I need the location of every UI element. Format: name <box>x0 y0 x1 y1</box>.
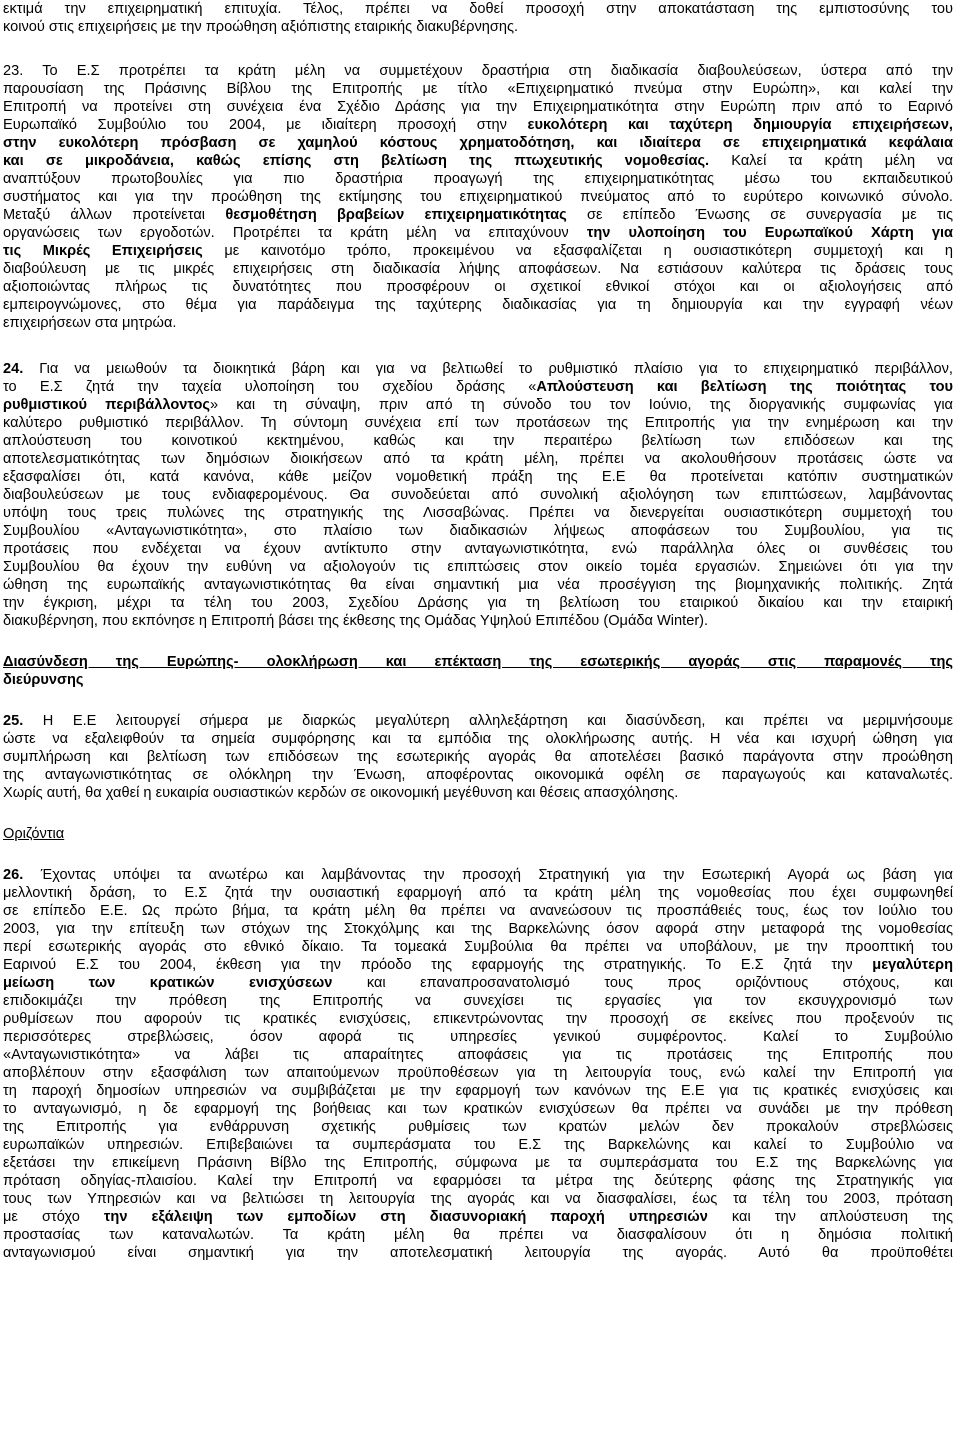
text-line <box>3 396 953 414</box>
text-segment: Καλεί τα κράτη μέλη να <box>709 153 953 169</box>
text-line <box>3 432 953 450</box>
text-line <box>3 766 953 784</box>
text-segment: διαβούλευση με τις μικρές επιχειρήσεις στη διαδικασία λήψης αποφάσεων. Να εστιάσουν καλύτερα τις δράσεις τους <box>3 261 953 277</box>
text-segment: αξιοποιώντας πλήρως τις δυνατότητες που προσφέρουν οι σχετικοί εθνικοί στόχοι και οι αξιολογήσεις από <box>3 279 953 295</box>
text-segment: και την απλούστευση της <box>707 1209 953 1225</box>
text-line <box>3 468 953 486</box>
text-segment: υπόψη τους τρεις πυλώνες της στρατηγικής της Λισσαβώνας. Πρέπει να διενεργείται ουσιαστικότερη συμμετοχή του <box>3 505 953 521</box>
text-line <box>3 188 953 206</box>
text-line <box>3 1172 953 1190</box>
text-segment: σε επίπεδο Ένωσης σε συνεργασία με τις <box>566 207 953 223</box>
text-line <box>3 206 953 224</box>
text-segment: κοινού στις επιχειρήσεις με την προώθηση αξιόπιστης εταιρικής διακυβέρνησης. <box>3 19 519 35</box>
text-line <box>3 784 953 802</box>
text-line <box>3 296 953 314</box>
text-segment: ρυθμίσεων που αφορούν τις κρατικές ενισχύσεις, επικεντρώνοντας την προσοχή σε εκείνες που προξενούν τις <box>3 1011 953 1027</box>
text-segment: παρουσίαση της Πράσινης Βίβλου της Επιτροπής με τίτλο «Επιχειρηματικό πνεύμα στην Ευρώπη», και καλεί την <box>3 81 953 97</box>
text-line <box>3 1208 953 1226</box>
text-segment: συστήματος και για την προώθηση της εκτίμησης του επιχειρηματικού πνεύματος από το ευρύτερο κοινωνικό σύνολο. <box>3 189 953 205</box>
text-line <box>3 558 953 576</box>
text-segment: και επαναπροσανατολισμό τους προς οριζόντιους στόχους, και <box>332 975 953 991</box>
text-segment: διαβουλεύσεων με τους ενδιαφερομένους. Θα συνοδεύεται από συνολική αξιολόγηση των επιπτώσεων, λαμβάνοντας <box>3 487 953 503</box>
text-segment: εκτιμά την επιχειρηματική επιτυχία. Τέλος, πρέπει να δοθεί προσοχή στην αποκατάσταση της εμπιστοσύνης του <box>3 1 953 17</box>
text-segment: Η Ε.Ε λειτουργεί σήμερα με διαρκώς μεγαλύτερη αλληλεξάρτηση και διασύνδεση, και πρέπει να μεριμνήσουμε <box>23 713 953 729</box>
text-line <box>3 450 953 468</box>
text-line <box>3 260 953 278</box>
text-segment: επιχειρήσεων στα μητρώα. <box>3 315 177 331</box>
text-segment: το Ε.Σ ζητά την ταχεία υλοποίηση του σχεδίου δράσης « <box>3 379 537 395</box>
text-line <box>3 116 953 134</box>
text-line <box>3 748 953 766</box>
text-line <box>3 152 953 170</box>
text-segment: περί εσωτερικής αγοράς στο εθνικό δίκαιο. Τα τομεακά Συμβούλια θα πρέπει να υποβάλουν, με την προοπτική του <box>3 939 953 955</box>
text-segment: αναπτύξουν πρωτοβουλίες για πιο δραστήρια προαγωγή της επιχειρηματικότητας μέσω του εκπαιδευτικού <box>3 171 953 187</box>
text-line <box>3 1064 953 1082</box>
text-line <box>3 1100 953 1118</box>
text-segment: Έχοντας υπόψει τα ανωτέρω και λαμβάνοντας την προσοχή Στρατηγική για την Εσωτερική Αγορά ως βάση για <box>23 867 953 883</box>
text-segment: διακυβέρνηση, που εκπόνησε η Επιτροπή βάσει της έκθεσης της Ομάδας Υψηλού Επιπέδου (Ομάδα Winter). <box>3 613 709 629</box>
text-line <box>3 80 953 98</box>
text-segment: περισσότερες στρεβλώσεις, όσον αφορά τις υπηρεσίες γενικού συμφέροντος. Καλεί το Συμβούλιο <box>3 1029 953 1045</box>
text-segment: με καινοτόμο τρόπο, προκειμένου να εξασφαλίζεται η ουσιαστικότερη συμμετοχή και η <box>202 243 953 259</box>
text-segment: Συμβουλίου «Ανταγωνιστικότητα», στο πλαίσιο των διαδικασιών λήψεως αποφάσεων του Συμβουλίου, για τις <box>3 523 953 539</box>
text-segment: ευρωπαϊκών υπηρεσιών. Επιβεβαιώνει τα συμπεράσματα του Ε.Σ της Βαρκελώνης και καλεί το Συμβούλιο να <box>3 1137 953 1153</box>
text-segment: Επιτροπή να προτείνει στη συνέχεια ένα Σχέδιο Δράσης για την Επιχειρηματικότητα στην Ευρώπη πριν από το Εαρινό <box>3 99 953 115</box>
text-line <box>3 134 953 152</box>
text-line <box>3 1118 953 1136</box>
text-segment: μελλοντική δράση, το Ε.Σ ζητά την ουσιαστική εφαρμογή από τα κράτη μέλη της νομοθεσίας που έχει συμφωνηθεί <box>3 885 953 901</box>
text-segment: και σε μικροδάνεια, καθώς επίσης στη βελτίωση της πτωχευτικής νομοθεσίας. <box>3 153 710 169</box>
text-segment: προστασίας των καταναλωτών. Τα κράτη μέλη θα πρέπει να διασφαλίσουν ότι η δημόσια πολιτική <box>3 1227 953 1243</box>
text-segment: 2003, για την επίτευξη των στόχων της Στοκχόλμης και της Βαρκελώνης όσον αφορά στην μεταφορά της νομοθεσίας <box>3 921 953 937</box>
text-segment: μεγαλύτερη <box>872 957 953 973</box>
text-line <box>3 938 953 956</box>
text-segment: Εαρινού Ε.Σ του 2004, έκθεση για την πρόοδο της εφαρμογής της στρατηγικής. Το Ε.Σ ζητά την <box>3 957 873 973</box>
text-line <box>3 1226 953 1244</box>
text-segment: εξασφαλίσει ότι, κατά κανόνα, κάθε μείζον νομοθετική πράξη της Ε.Ε θα προτείνεται κατόπιν συστηματικών <box>3 469 953 485</box>
text-line <box>3 712 953 730</box>
text-segment: τους των Υπηρεσιών και να βελτιώσει τη λειτουργία της αγοράς και να διασφαλίσει, έως τα τέλη του 2003, πρόταση <box>3 1191 953 1207</box>
text-line <box>3 576 953 594</box>
text-line <box>3 992 953 1010</box>
text-line <box>3 1136 953 1154</box>
text-segment: σε επίπεδο Ε.Ε. Ως πρώτο βήμα, τα κράτη μέλη θα πρέπει να ανανεώσουν τις προσπάθειές τους, έως τον Ιούλιο του <box>3 903 953 919</box>
text-segment: Συμβουλίου θα έχουν την ευθύνη να αξιολογούν τις επιπτώσεις στον οικείο τομέα εργασιών. Σημειώνει ότι για την <box>3 559 953 575</box>
text-line <box>3 1082 953 1100</box>
text-line <box>3 884 953 902</box>
text-segment: με στόχο <box>3 1209 104 1225</box>
text-segment: διεύρυνσης <box>3 672 84 688</box>
text-line <box>3 170 953 188</box>
text-line <box>3 504 953 522</box>
text-line <box>3 360 953 378</box>
text-line <box>3 1154 953 1172</box>
text-segment: Οριζόντια <box>3 826 65 842</box>
text-segment: «Ανταγωνιστικότητα» να λάβει τις απαραίτητες αποφάσεις για τις προτάσεις της Επιτροπής που <box>3 1047 953 1063</box>
text-line <box>3 1010 953 1028</box>
text-line <box>3 1028 953 1046</box>
text-line <box>3 242 953 260</box>
text-segment: το ανταγωνισμό, η δε εφαρμογή της βοήθειας και των κρατικών ενισχύσεων θα πρέπει να συνάδει με την πρόθεση <box>3 1101 953 1117</box>
text-line <box>3 974 953 992</box>
text-segment: ώστε να εξαλειφθούν τα σημεία συμφόρησης και τα εμπόδια της ολοκλήρωσης αυτής. Η νέα και ισχυρή ώθηση για <box>3 731 953 747</box>
text-segment: τη παροχή δημοσίων υπηρεσιών να συμβιβάζεται με την εφαρμογή των κανόνων της Ε.Ε για τις κρατικές ενισχύσεις και <box>3 1083 953 1099</box>
text-line <box>3 671 953 689</box>
text-segment: Χωρίς αυτή, θα χαθεί η ευκαιρία ουσιαστικών κερδών σε οικονομική μεγέθυνση και θέσεις απασχόλησης. <box>3 785 679 801</box>
text-line <box>3 594 953 612</box>
text-segment: την εξάλειψη των εμποδίων στη διασυνοριακή παροχή υπηρεσιών <box>103 1209 708 1225</box>
text-line <box>3 18 953 36</box>
text-line <box>3 825 953 843</box>
text-segment: την έγκριση, μέχρι τα τέλη του 2003, Σχεδίου Δράσης για τη βελτίωση του εταιρικού δικαίου και την εταιρική <box>3 595 953 611</box>
text-segment: Ευρωπαϊκό Συμβούλιο του 2004, με ιδιαίτερη προσοχή στην <box>3 117 528 133</box>
text-segment: οργανώσεις των εργοδοτών. Προτρέπει τα κράτη μέλη να επιταχύνουν <box>3 225 587 241</box>
text-segment: εμπειρογνώμονες, στο θέμα για παράδειγμα της ταχύτερης διαδικασίας για τη δημιουργία και την εγγραφή νέων <box>3 297 953 313</box>
text-segment: πρόταση οδηγίας-πλαισίου. Καλεί την Επιτροπή να εφαρμόσει τα μέτρα της δεύτερης φάσης της Στρατηγικής για <box>3 1173 953 1189</box>
text-line <box>3 278 953 296</box>
text-segment: προτάσεις που ενδέχεται να έχουν αντίκτυπο στην ανταγωνιστικότητα, ενώ παράλληλα όλες οι συνθέσεις του <box>3 541 953 557</box>
text-line <box>3 314 953 332</box>
text-segment: ανταγωνισμού είναι σημαντική για την αποτελεσματική λειτουργία της αγοράς. Αυτό θα προϋποθέτει <box>3 1245 953 1261</box>
text-line <box>3 653 953 671</box>
text-line <box>3 522 953 540</box>
text-segment: ρυθμιστικού περιβάλλοντος <box>3 397 210 413</box>
text-segment: ώθηση της ευρωπαϊκής ανταγωνιστικότητας θα είναι σημαντική μια νέα προσέγγιση της βιομηχανικής πολιτικής. Ζητά <box>3 577 953 593</box>
text-line <box>3 414 953 432</box>
text-segment: της Επιτροπής για ενθάρρυνση σχετικής ρυθμίσεις των κρατών μελών δεν προκαλούν στρεβλώσεις <box>3 1119 953 1135</box>
text-line <box>3 486 953 504</box>
text-segment: αποβλέπουν στην εξασφάλιση των απαιτούμενων προϋποθέσεων για τη λειτουργία τους, ενώ καλεί την Επιτροπή για <box>3 1065 953 1081</box>
text-line <box>3 1046 953 1064</box>
text-segment: συμπλήρωση και βελτίωση των επιδόσεων της εσωτερικής αγοράς θα αποτελέσει βασικό παράγοντα στην προώθηση <box>3 749 953 765</box>
text-line <box>3 920 953 938</box>
text-segment: Απλούστευση και βελτίωση της ποιότητας του <box>536 379 953 395</box>
text-line <box>3 956 953 974</box>
text-segment: 26. <box>3 867 24 883</box>
text-segment: 23. Το Ε.Σ προτρέπει τα κράτη μέλη να συμμετέχουν δραστήρια στη διαδικασία διαβουλεύσεων, ύστερα από την <box>3 63 953 79</box>
text-line <box>3 224 953 242</box>
text-line <box>3 0 953 18</box>
text-segment: 24. <box>3 361 24 377</box>
text-line <box>3 866 953 884</box>
text-segment: την υλοποίηση του Ευρωπαϊκού Χάρτη για <box>586 225 953 241</box>
text-line <box>3 62 953 80</box>
text-line <box>3 540 953 558</box>
text-segment: Μεταξύ άλλων προτείνεται <box>3 207 226 223</box>
text-segment: εξετάσει την επικείμενη Πράσινη Βίβλο της Επιτροπής, σύμφωνα με τα συμπεράσματα του Ε.Σ της Βαρκελώνης για <box>3 1155 953 1171</box>
text-line <box>3 612 953 630</box>
text-segment: της ανταγωνιστικότητας σε ολόκληρη την Ένωση, αποφέροντας οικονομικά οφέλη σε παραγωγούς και καταναλωτές. <box>3 767 953 783</box>
text-segment: θεσμοθέτηση βραβείων επιχειρηματικότητας <box>225 207 567 223</box>
text-segment: στην ευκολότερη πρόσβαση σε χαμηλού κόστους χρηματοδότηση, και ιδιαίτερα σε επιχειρηματικά κεφάλαια <box>3 135 953 151</box>
text-line <box>3 1244 953 1262</box>
text-segment: απλούστευση του κοινοτικού κεκτημένου, καθώς και την περαιτέρω βελτίωση των επιδόσεων και της <box>3 433 953 449</box>
text-segment: μείωση των κρατικών ενισχύσεων <box>3 975 333 991</box>
text-segment: Διασύνδεση της Ευρώπης- ολοκλήρωση και επέκταση της εσωτερικής αγοράς στις παραμονές της <box>3 654 953 670</box>
text-line <box>3 98 953 116</box>
text-segment: τις Μικρές Επιχειρήσεις <box>3 243 203 259</box>
text-line <box>3 730 953 748</box>
text-segment: αποτελεσματικότητας των δημόσιων διοικήσεων από τα κράτη μέλη, πρέπει να ακολουθήσουν προτάσεις ώστε να <box>3 451 953 467</box>
text-line <box>3 1190 953 1208</box>
text-segment: 25. <box>3 713 24 729</box>
text-line <box>3 902 953 920</box>
text-segment: » και τη σύναψη, πριν από τη σύνοδο του τον Ιούνιο, της διοργανικής συμφωνίας για <box>209 397 953 413</box>
text-segment: καλύτερο ρυθμιστικό περιβάλλον. Τη σύντομη συνέχεια επί των προτάσεων της Επιτροπής για την ενημέρωση και την <box>3 415 953 431</box>
text-segment: ευκολότερη και ταχύτερη δημιουργία επιχειρήσεων, <box>527 117 953 133</box>
text-segment: Για να μειωθούν τα διοικητικά βάρη και για να βελτιωθεί το ρυθμιστικό πλαίσιο για το επιχειρηματικό περιβάλλον, <box>23 361 953 377</box>
text-segment: επιδοκιμάζει την πρόθεση της Επιτροπής να συνεχίσει τις εργασίες για τον εκσυγχρονισμό των <box>3 993 953 1009</box>
text-line <box>3 378 953 396</box>
